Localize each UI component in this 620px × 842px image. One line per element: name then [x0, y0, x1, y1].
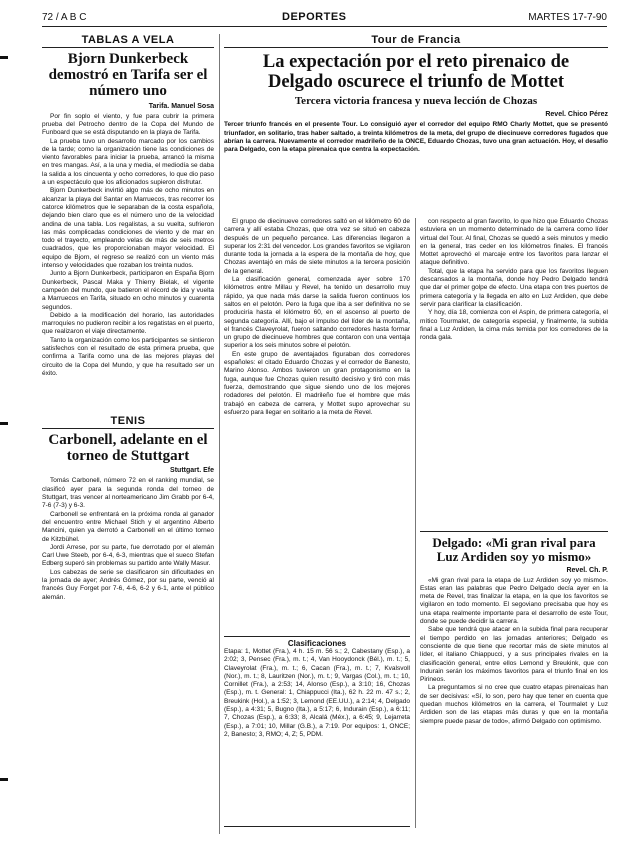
byline-tenis: Stuttgart. Efe [170, 467, 214, 475]
headline-delgado: Delgado: «Mi gran rival para Luz Ardiden soy yo mismo» [432, 535, 596, 564]
clasificaciones-text: Etapa: 1, Mottet (Fra.), 4 h. 15 m. 56 s.; 2, Cabestany (Esp.), a 2:02; 3, Pensec (Fra.), m. t.; 4, Van Hooydonck (Bél.), m. t.; 5, Claveyrolat (Fra.), m. t.; 6, Cacan (Fra.), m. t.; 7, Kvalsvoll (Nor.), m. t.; 8, Lauritzen (Nor.), m. t.; 9, Vargas (Col.), m. t.; 10, Cornillet (Fra.), a 2:53; 14, Alonso (Esp.), a 3:10; 16, Chozas (Esp.), m. t. General: 1, Chiappucci (Ita.), 62 h. 22 m. 47 s.; 2, Breukink (Hol.), a 1:52; 3, Lemond (EE.UU.), a 2:14; 4, Delgado (Esp.), a 4:31; 5, Bugno (Ita.), a 5:17; 6, Indurain (Esp.), a 6:11; 7, Chozas (Esp.), a 6:33; 8, Alcalá (Méx.), a 6:45; 9, Lejarreta (Esp.), a 7:01; 10, Millar (G.B.), a 7:19. Por equipos: 1, ONCE; 2, Banesto; 3, RMO; 4, Z; 5, PDM. [224, 648, 410, 738]
paragraph: con respecto al gran favorito, lo que hizo que Eduardo Chozas estuviera en un momento determinado de la carrera como líder virtual del Tour. Al final, Chozas se quedó a seis minutos y medio en la general, tras ceder en los kilómetros finales. El francés Mottet aprovechó el marcaje entre los favoritos para lanzar el ataque definitivo. [420, 218, 608, 267]
paragraph: El grupo de diecinueve corredores saltó en el kilómetro 60 de carrera y allí estaba Chozas, que otra vez se situó en cabeza después de un pequeño percance. Las diferencias llegaron a superar los 2:31 del vencedor. Los grandes favoritos se vigilaron durante toda la jornada a la espera de la montaña de hoy, que Chozas aventajó en más de siete minutos a la tercera posición de la general. [224, 218, 410, 275]
registration-mark [0, 56, 8, 59]
paragraph: La clasificación general, comenzada ayer sobre 170 kilómetros entre Millau y Revel, ha tenido un desarrollo muy rápido, ya que nada más darse la salida fueron continuos los saltos en el pelotón. Pero la fuga que iba a ser definitiva no se produciría hasta el kilómetro 60, en el ascenso al puerto de segunda categoría. Allí, bajo el impulso del líder de la montaña, el francés Claveyrolat, fueron saltando corredores hasta formar un grupo de diecinueve hombres que contaron con una ventaja superior a los seis minutos sobre el pelotón. [224, 276, 410, 350]
paragraph: Y hoy, día 18, comienza con el Aspin, de primera categoría, el mítico Tourmalet, de categoría especial, y finalmente, la subida final a Luz Ardiden, la cima más temida por los corredores de la ronda gala. [420, 309, 608, 342]
tour-column-2 [420, 218, 608, 834]
lead-tour: Tercer triunfo francés en el presente Tour. Lo consiguió ayer el corredor del equipo RMO Charly Mottet, que se presentó triunfador, en solitario, tras haber saltado, a treinta kilómetros de la meta, del grupo de diecinueve corredores fugados que abrían la carrera. Nuevamente el corredor madrileño de la ONCE, Eduardo Chozas, tuvo una gran actuación. Hoy, el desafío para Delgado, con la etapa pirenaica que centra la expectación. [224, 121, 608, 154]
article-body-vela [42, 113, 214, 401]
clasificaciones-title: Clasificaciones [287, 639, 347, 648]
section-label-tenis: TENIS [42, 415, 214, 429]
tour-column-1 [224, 218, 410, 834]
issue-date: MARTES 17-7-90 [528, 12, 607, 23]
page-header [42, 10, 607, 27]
paragraph: «Mi gran rival para la etapa de Luz Ardiden soy yo mismo». Estas eran las palabras que Pedro Delgado decía ayer en la meta de Revel, tras finalizar la etapa, en la que los favoritos se vigilaron en todo momento. El segoviano precisaba que hoy es una etapa realmente importante para el desarrollo de este Tour, donde se puede decidir la carrera. [420, 576, 608, 626]
paragraph: La preguntamos si no cree que cuatro etapas pirenaicas han de ser decisivas: «Sí, lo son, pero hay que tener en cuenta que quedan muchos kilómetros en la carrera, el Tourmalet y Luz Ardiden son de las etapas más duras y que en la montaña siempre puede pasar de todo», afirmó Delgado con optimismo. [420, 684, 608, 725]
byline-delgado: Revel. Ch. P. [566, 566, 608, 574]
paragraph: Los cabezas de serie se clasificaron sin dificultades en la jornada de ayer; Andrés Gómez, por su parte, venció al francés Guy Forget por 7-6, 4-6, 6-2 y 6-1, ante el público alemán. [42, 568, 214, 601]
paragraph: En este grupo de aventajados figuraban dos corredores españoles: el citado Eduardo Chozas y el corredor de Banesto, Marino Alonso. Ambos tuvieron un gran protagonismo en la fuga, aunque fue Chozas quien resultó decisivo y tiró con más fuerza, demostrando que sigue siendo uno de los mejores rodadores del pelotón. El madrileño fue el hombre que más trabajó en cabeza de carrera, y Mottet supo aprovechar su esfuerzo para llegar en solitario a la meta de Revel. [224, 350, 410, 416]
article-body-tenis [42, 477, 214, 739]
byline-vela: Tarifa. Manuel Sosa [148, 102, 214, 110]
paragraph: Tomás Carbonell, número 72 en el ranking mundial, se clasificó ayer para la segunda ronda del torneo de Stuttgart, tras vencer al norteamericano Jim Grabb por 6-4, 7-6 (7-3) y 6-3. [42, 477, 214, 510]
paragraph: Jordi Arrese, por su parte, fue derrotado por el alemán Carl Uwe Steeb, por 6-4, 6-3, mientras que el sueco Stefan Edberg superó sin problemas su partido ante Wally Masur. [42, 543, 214, 568]
registration-mark [0, 778, 8, 781]
section-label-vela: TABLAS A VELA [42, 34, 214, 48]
headline-tenis: Carbonell, adelante en el torneo de Stuttgart [48, 431, 208, 464]
paragraph: Debido a la modificación del horario, las autoridades marroquíes no pudieron recibir a los regatistas en el puerto, que realizaron el viaje directamente. [42, 311, 214, 336]
deck-tour: Tercera victoria francesa y nueva lección de Chozas [294, 95, 538, 108]
page-number: 72 / A B C [42, 12, 87, 23]
headline-vela: Bjorn Dunkerbeck demostró en Tarifa ser el número uno [48, 51, 208, 99]
column-divider [219, 34, 220, 834]
paragraph: Bjorn Dunkerbeck invirtió algo más de ocho minutos en alcanzar la playa del Santar en Marruecos, tras recorrer los catorce kilómetros que le separaban de la costa española, dejando bien claro que es el número uno de la velocidad andina de una tabla. Los regalistas, a su vuelta, sufrieron las más complicadas condiciones de viento y de mar en todo el trayecto, empleando velas de más de seis metros cuadrados, que les proporcionaban mayor velocidad. El equipo de Bjorn, el regreso se realizó con un viento más intenso y velocidades que rozaban los treinta nudos. [42, 187, 214, 270]
paragraph: Tanto la organización como los participantes se sintieron satisfechos con el resultado de esta primera prueba, que confirma a Tarifa como una de las mejores playas del circuito de la Copa del Mundo, y que ha resultado ser un éxito. [42, 336, 214, 377]
paragraph: Por fin soplo el viento, y fue para cubrir la primera prueba del Petrocho dentro de la Copa del Mundo de Funboard que se está disputando en la playa de Tarifa. [42, 112, 214, 137]
section-label-tour: Tour de Francia [224, 34, 608, 48]
paragraph: Carbonell se enfrentará en la próxima ronda al ganador del encuentro entre Michael Stich y el argentino Alberto Mancini, quien ya derrotó a Carbonell en el último torneo de Kitzbühel. [42, 510, 214, 543]
paragraph: Total, que la etapa ha servido para que los favoritos lleguen descansados a la montaña, donde hoy Pedro Delgado tendrá que dar el primer golpe de efecto. Una etapa con tres puertos de primera categoría y la llegada en alto en Luz Ardiden, que debe servir para clarificar la clasificación. [420, 267, 608, 308]
article-body-delgado [420, 577, 608, 821]
clasificaciones-box [224, 636, 410, 827]
registration-mark [0, 422, 8, 425]
column-divider [415, 218, 416, 828]
paragraph: Junto a Bjorn Dunkerbeck, participaron en España Bjorn Dunkerbeck, Pascal Maka y Thierry Bielak, el vigente campeón del mundo, que batieron el récord de ida y vuelta a Marruecos en Tarifa, situado en ocho minutos y cuarenta segundos. [42, 270, 214, 311]
section-name: DEPORTES [282, 11, 347, 23]
left-column [42, 34, 214, 834]
tour-article [224, 34, 608, 834]
byline-tour: Revel. Chico Pérez [545, 111, 608, 119]
paragraph: La prueba tuvo un desarrollo marcado por los cambios de la tarde; como la organización tiene las condiciones de viento favorables para iniciar la prueba, arrancó la misma en tres mangas. Así, a la una y media, el mediodía se daba la salida a los cincuenta y ocho corredores, lo que dio paso a un espectáculo que los aficionados supieron disfrutar. [42, 137, 214, 187]
paragraph: Sabe que tendrá que atacar en la subida final para recuperar el tiempo perdido en las jornadas anteriores; Delgado es consciente de que tiene que recortar más de siete minutos al líder, el italiano Chiappucci, y a sus principales rivales en la clasificación general, entre ellos Lemond y Breukink, que con Indurain serán los máximos favoritos para el triunfo final en los Pirineos. [420, 626, 608, 684]
headline-tour: La expectación por el reto pirenaico de Delgado oscurece el triunfo de Mottet [262, 52, 570, 92]
